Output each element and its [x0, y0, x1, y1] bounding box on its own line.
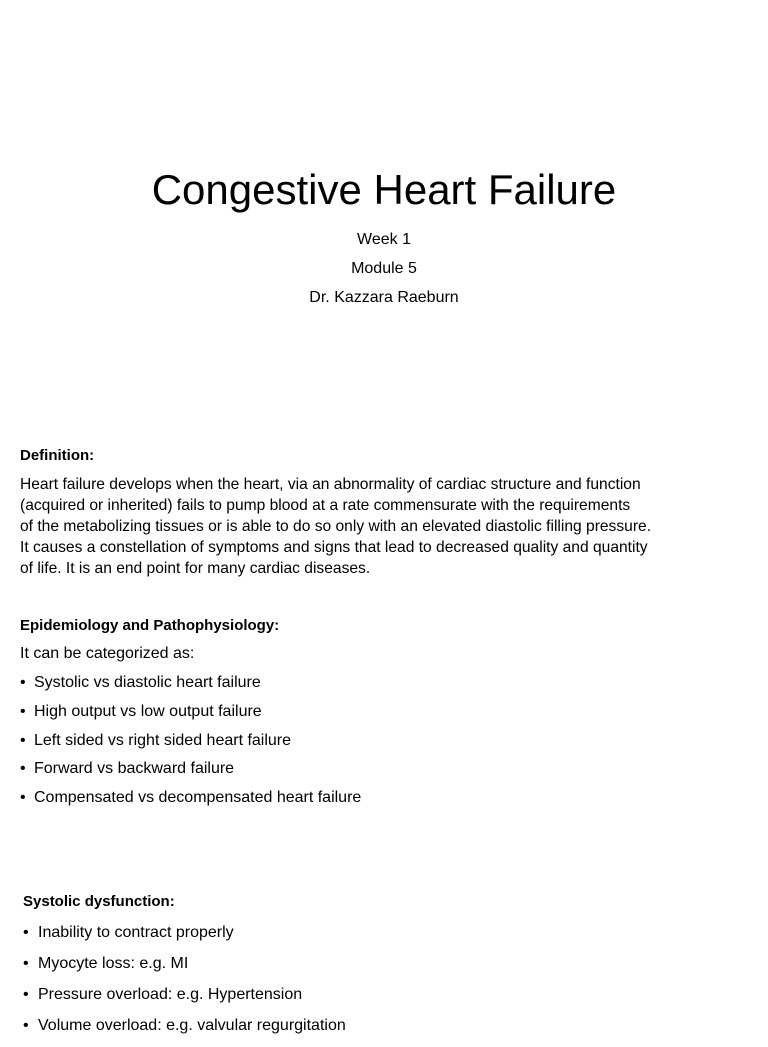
author-label: Dr. Kazzara Raeburn	[309, 289, 459, 306]
list-item-text: Myocyte loss: e.g. MI	[38, 955, 189, 972]
systolic-list	[23, 923, 346, 1047]
definition-heading: Definition:	[20, 447, 95, 464]
bullet-icon: •	[20, 702, 26, 720]
list-item-text: High output vs low output failure	[34, 702, 262, 720]
list-item	[23, 985, 346, 1016]
definition-line: (acquired or inherited) fails to pump blood at a rate commensurate with the requirements	[20, 497, 631, 514]
systolic-heading: Systolic dysfunction:	[23, 893, 175, 910]
list-item	[20, 731, 361, 760]
list-item-text: Systolic vs diastolic heart failure	[34, 674, 261, 691]
categorization-intro: It can be categorized as:	[20, 645, 195, 662]
bullet-icon: •	[20, 674, 26, 691]
list-item-text: Compensated vs decompensated heart failure	[34, 789, 362, 806]
list-item-text: Forward vs backward failure	[34, 760, 235, 778]
list-item-text: Left sided vs right sided heart failure	[34, 731, 292, 749]
list-item	[20, 702, 361, 731]
list-item-text: Pressure overload: e.g. Hypertension	[38, 986, 303, 1003]
bullet-icon: •	[23, 986, 29, 1003]
bullet-icon: •	[20, 760, 26, 778]
definition-line: of the metabolizing tissues or is able to do so only with an elevated diastolic filling pressure.	[20, 518, 652, 535]
list-item	[20, 759, 361, 788]
definition-line: of life. It is an end point for many cardiac diseases.	[20, 560, 371, 577]
list-item	[23, 954, 346, 985]
list-item-text: Inability to contract properly	[38, 924, 234, 941]
definition-line: It causes a constellation of symptoms and signs that lead to decreased quality and quantity	[20, 539, 648, 556]
categorization-list	[20, 673, 361, 817]
list-item-text: Volume overload: e.g. valvular regurgitation	[38, 1017, 346, 1034]
bullet-icon: •	[20, 731, 26, 749]
bullet-icon: •	[23, 1017, 29, 1034]
definition-line: Heart failure develops when the heart, via an abnormality of cardiac structure and function	[20, 476, 641, 493]
list-item	[23, 1016, 346, 1047]
module-label: Module 5	[351, 260, 417, 277]
definition-paragraph	[20, 474, 760, 579]
bullet-icon: •	[23, 955, 29, 972]
bullet-icon: •	[23, 924, 29, 941]
week-label: Week 1	[357, 231, 411, 248]
page-title: Congestive Heart Failure	[151, 166, 617, 213]
list-item	[20, 788, 361, 817]
bullet-icon: •	[20, 789, 26, 806]
list-item	[23, 923, 346, 954]
list-item	[20, 673, 361, 702]
epidemiology-heading: Epidemiology and Pathophysiology:	[20, 617, 280, 634]
